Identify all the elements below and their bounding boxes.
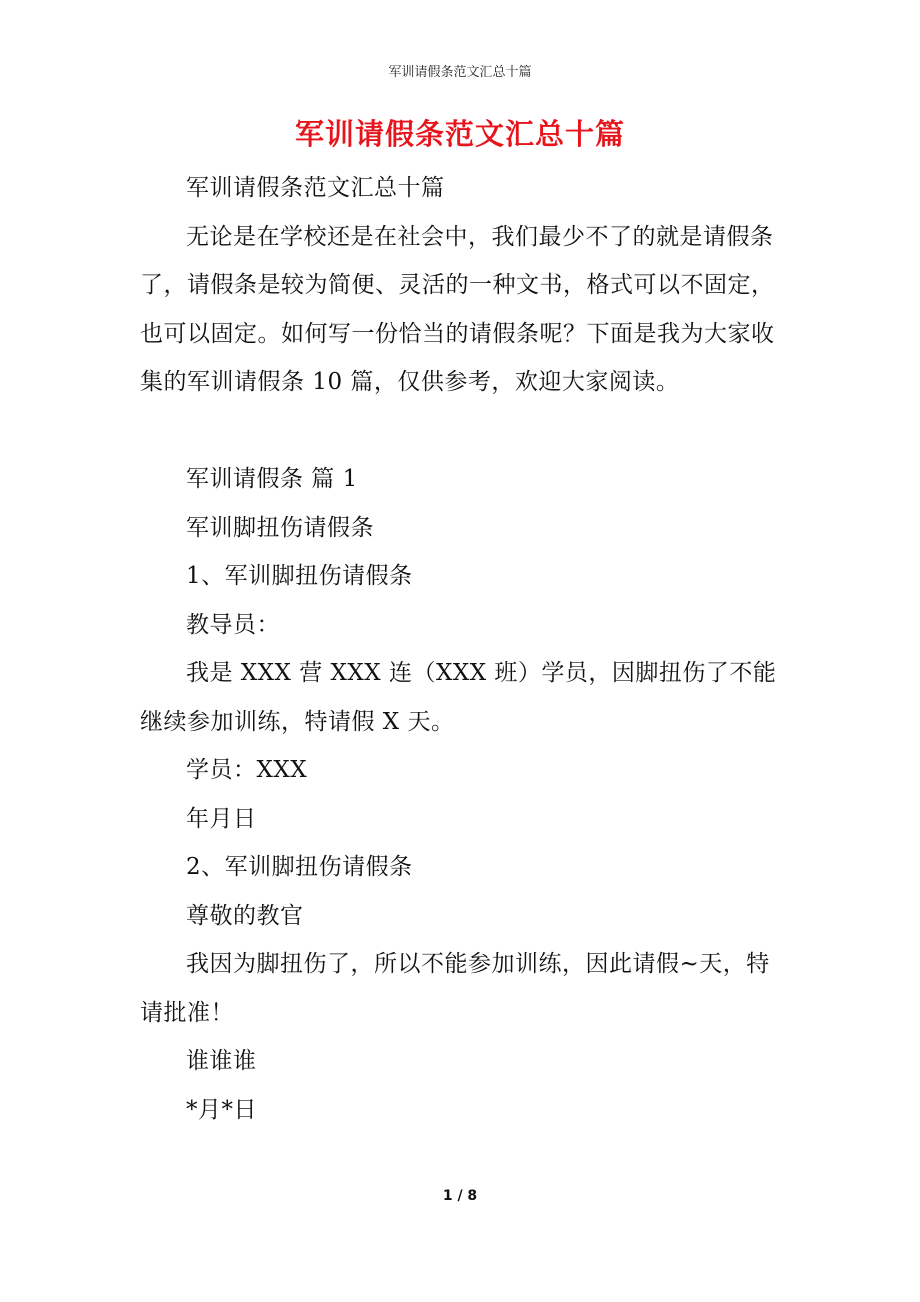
note-2-salutation: 尊敬的教官 xyxy=(186,902,304,929)
note-2-signature: 谁谁谁 xyxy=(186,1048,257,1074)
paragraph-intro: 无论是在学校还是在社会中，我们最少不了的就是请假条了，请假条是较为简便、灵活的一种文书，格式可以不固定，也可以固定。如何写一份恰当的请假条呢？下面是我为大家收集的军训请假条 10 篇，仅供参考，欢迎大家阅读。 xyxy=(140,223,775,395)
document-body xyxy=(140,164,782,1134)
note-2-date: *月*日 xyxy=(186,1096,257,1123)
document-title: 军训请假条范文汇总十篇 xyxy=(294,117,625,151)
section-heading: 军训请假条 篇 1 xyxy=(186,466,358,492)
note-1-signature: 学员：XXX xyxy=(186,757,308,783)
note-1-heading: 1、军训脚扭伤请假条 xyxy=(186,563,413,589)
page-number: 1 / 8 xyxy=(442,1188,478,1204)
note-1-body: 我是 XXX 营 XXX 连（XXX 班）学员，因脚扭伤了不能继续参加训练，特请假 X 天。 xyxy=(140,660,777,735)
note-2-heading: 2、军训脚扭伤请假条 xyxy=(186,854,413,880)
note-1-date: 年月日 xyxy=(186,805,257,832)
note-heading: 军训脚扭伤请假条 xyxy=(186,514,374,541)
note-1-salutation: 教导员： xyxy=(186,611,280,638)
blank-line xyxy=(140,407,782,456)
running-header: 军训请假条范文汇总十篇 xyxy=(388,65,532,80)
note-2-body: 我因为脚扭伤了，所以不能参加训练，因此请假~天，特请批准！ xyxy=(140,951,770,1026)
paragraph-subtitle: 军训请假条范文汇总十篇 xyxy=(186,175,445,201)
